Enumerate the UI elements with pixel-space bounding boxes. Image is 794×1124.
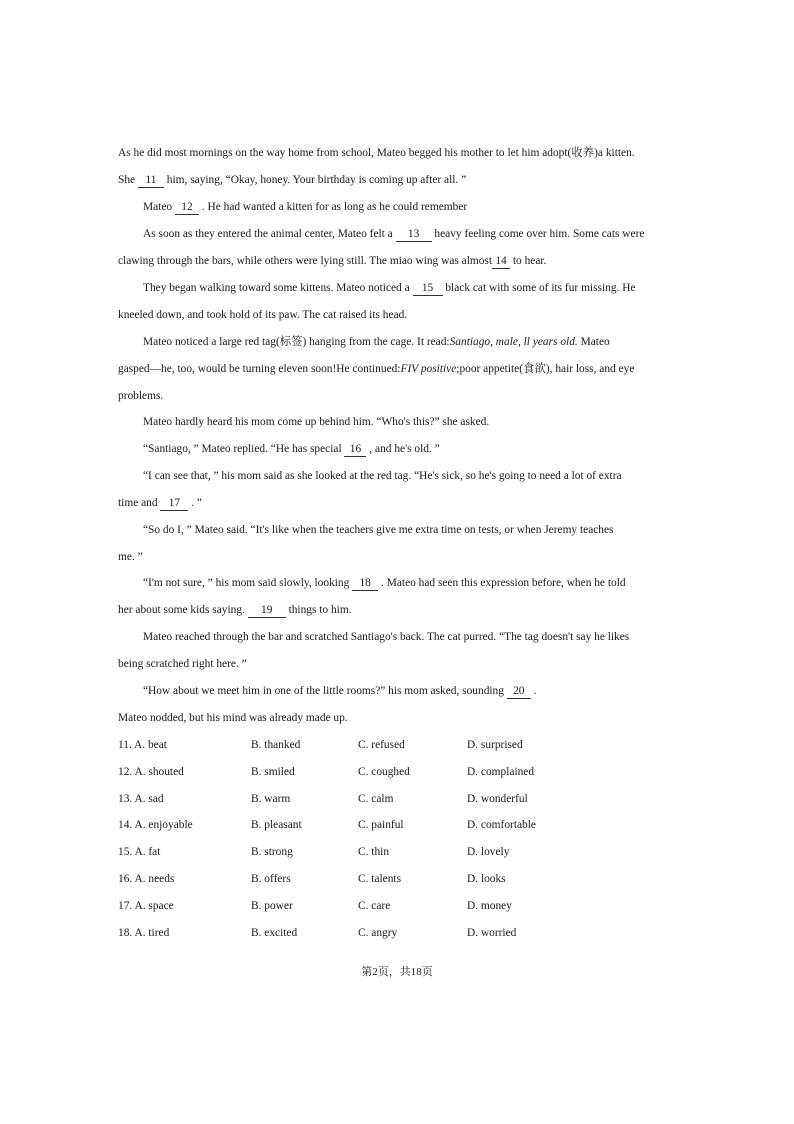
page-footer: 第2页，共18页	[361, 966, 433, 978]
option-a: 13. A. sad	[118, 793, 164, 805]
option-d: D. money	[467, 900, 512, 912]
blank-12: 12	[175, 200, 199, 215]
option-c: C. calm	[358, 793, 394, 805]
passage-line: As he did most mornings on the way home from school, Mateo begged his mother to let him adopt(收养)a kitten.	[118, 147, 635, 159]
option-c: C. talents	[358, 873, 402, 885]
passage-line: Mateo reached through the bar and scratched Santiago's back. The cat purred. “The tag doesn't say he likes	[143, 631, 630, 643]
blank-14: 14	[492, 254, 510, 269]
blank-19: 19	[248, 603, 286, 618]
blank-17: 17	[160, 496, 188, 511]
passage-line: They began walking toward some kittens. Mateo noticed a 15 black cat with some of its fur missing. He	[143, 282, 636, 294]
passage-line: She 11 him, saying, “Okay, honey. Your birthday is coming up after all. ”	[118, 174, 467, 186]
option-b: B. excited	[251, 927, 298, 939]
passage-line: “How about we meet him in one of the little rooms?” his mom asked, sounding 20 .	[143, 685, 537, 697]
passage-line: gasped—he, too, would be turning eleven soon!He continued:FIV positive;poor appetite(食欲), hair loss, and eye	[118, 363, 635, 375]
option-d: D. comfortable	[467, 819, 536, 831]
option-b: B. pleasant	[251, 819, 302, 831]
option-b: B. strong	[251, 846, 293, 858]
option-d: D. lovely	[467, 846, 510, 858]
blank-13: 13	[396, 227, 432, 242]
passage-line: Mateo hardly heard his mom come up behind him. “Who's this?” she asked.	[143, 416, 490, 428]
option-a: 18. A. tired	[118, 927, 170, 939]
option-c: C. refused	[358, 739, 405, 751]
option-d: D. complained	[467, 766, 535, 778]
option-b: B. power	[251, 900, 293, 912]
option-c: C. coughed	[358, 766, 410, 778]
option-a: 14. A. enjoyable	[118, 819, 193, 831]
passage-line: being scratched right here. ”	[118, 658, 247, 670]
option-a: 12. A. shouted	[118, 766, 184, 778]
option-b: B. warm	[251, 793, 291, 805]
passage-line: “So do I, ” Mateo said. “It's like when the teachers give me extra time on tests, or when Jeremy teaches	[143, 524, 614, 536]
option-c: C. painful	[358, 819, 404, 831]
option-a: 16. A. needs	[118, 873, 175, 885]
blank-15: 15	[413, 281, 443, 296]
passage-line: “Santiago, ” Mateo replied. “He has special 16 , and he's old. ”	[143, 443, 440, 455]
passage-line: “I'm not sure, ” his mom said slowly, looking 18 . Mateo had seen this expression before, when he told	[143, 577, 626, 589]
blank-20: 20	[507, 684, 531, 699]
option-a: 17. A. space	[118, 900, 174, 912]
option-c: C. care	[358, 900, 391, 912]
option-b: B. thanked	[251, 739, 301, 751]
passage-line: As soon as they entered the animal center, Mateo felt a 13 heavy feeling come over him. Some cats were	[143, 228, 645, 240]
option-b: B. smiled	[251, 766, 295, 778]
option-a: 11. A. beat	[118, 739, 167, 751]
passage-line: problems.	[118, 390, 164, 402]
passage-line: time and 17 . ”	[118, 497, 202, 509]
option-d: D. looks	[467, 873, 506, 885]
passage-line: “I can see that, ” his mom said as she looked at the red tag. “He's sick, so he's going to need a lot of extra	[143, 470, 622, 482]
option-d: D. worried	[467, 927, 517, 939]
passage-line: clawing through the bars, while others were lying still. The miao wing was almost 14 to hear.	[118, 255, 547, 267]
passage-line: kneeled down, and took hold of its paw. The cat raised its head.	[118, 309, 408, 321]
passage-line: her about some kids saying. 19 things to him.	[118, 604, 352, 616]
option-d: D. wonderful	[467, 793, 528, 805]
passage-line: me. ”	[118, 551, 143, 563]
option-a: 15. A. fat	[118, 846, 161, 858]
passage-line: Mateo 12 . He had wanted a kitten for as long as he could remember	[143, 201, 468, 213]
option-d: D. surprised	[467, 739, 523, 751]
blank-11: 11	[138, 173, 164, 188]
blank-16: 16	[344, 442, 366, 457]
option-c: C. thin	[358, 846, 390, 858]
passage-line: Mateo noticed a large red tag(标签) hanging from the cage. It read:Santiago, male, ll years old. Mateo	[143, 336, 610, 348]
option-b: B. offers	[251, 873, 291, 885]
option-c: C. angry	[358, 927, 398, 939]
passage-line: Mateo nodded, but his mind was already made up.	[118, 712, 348, 724]
blank-18: 18	[352, 576, 378, 591]
